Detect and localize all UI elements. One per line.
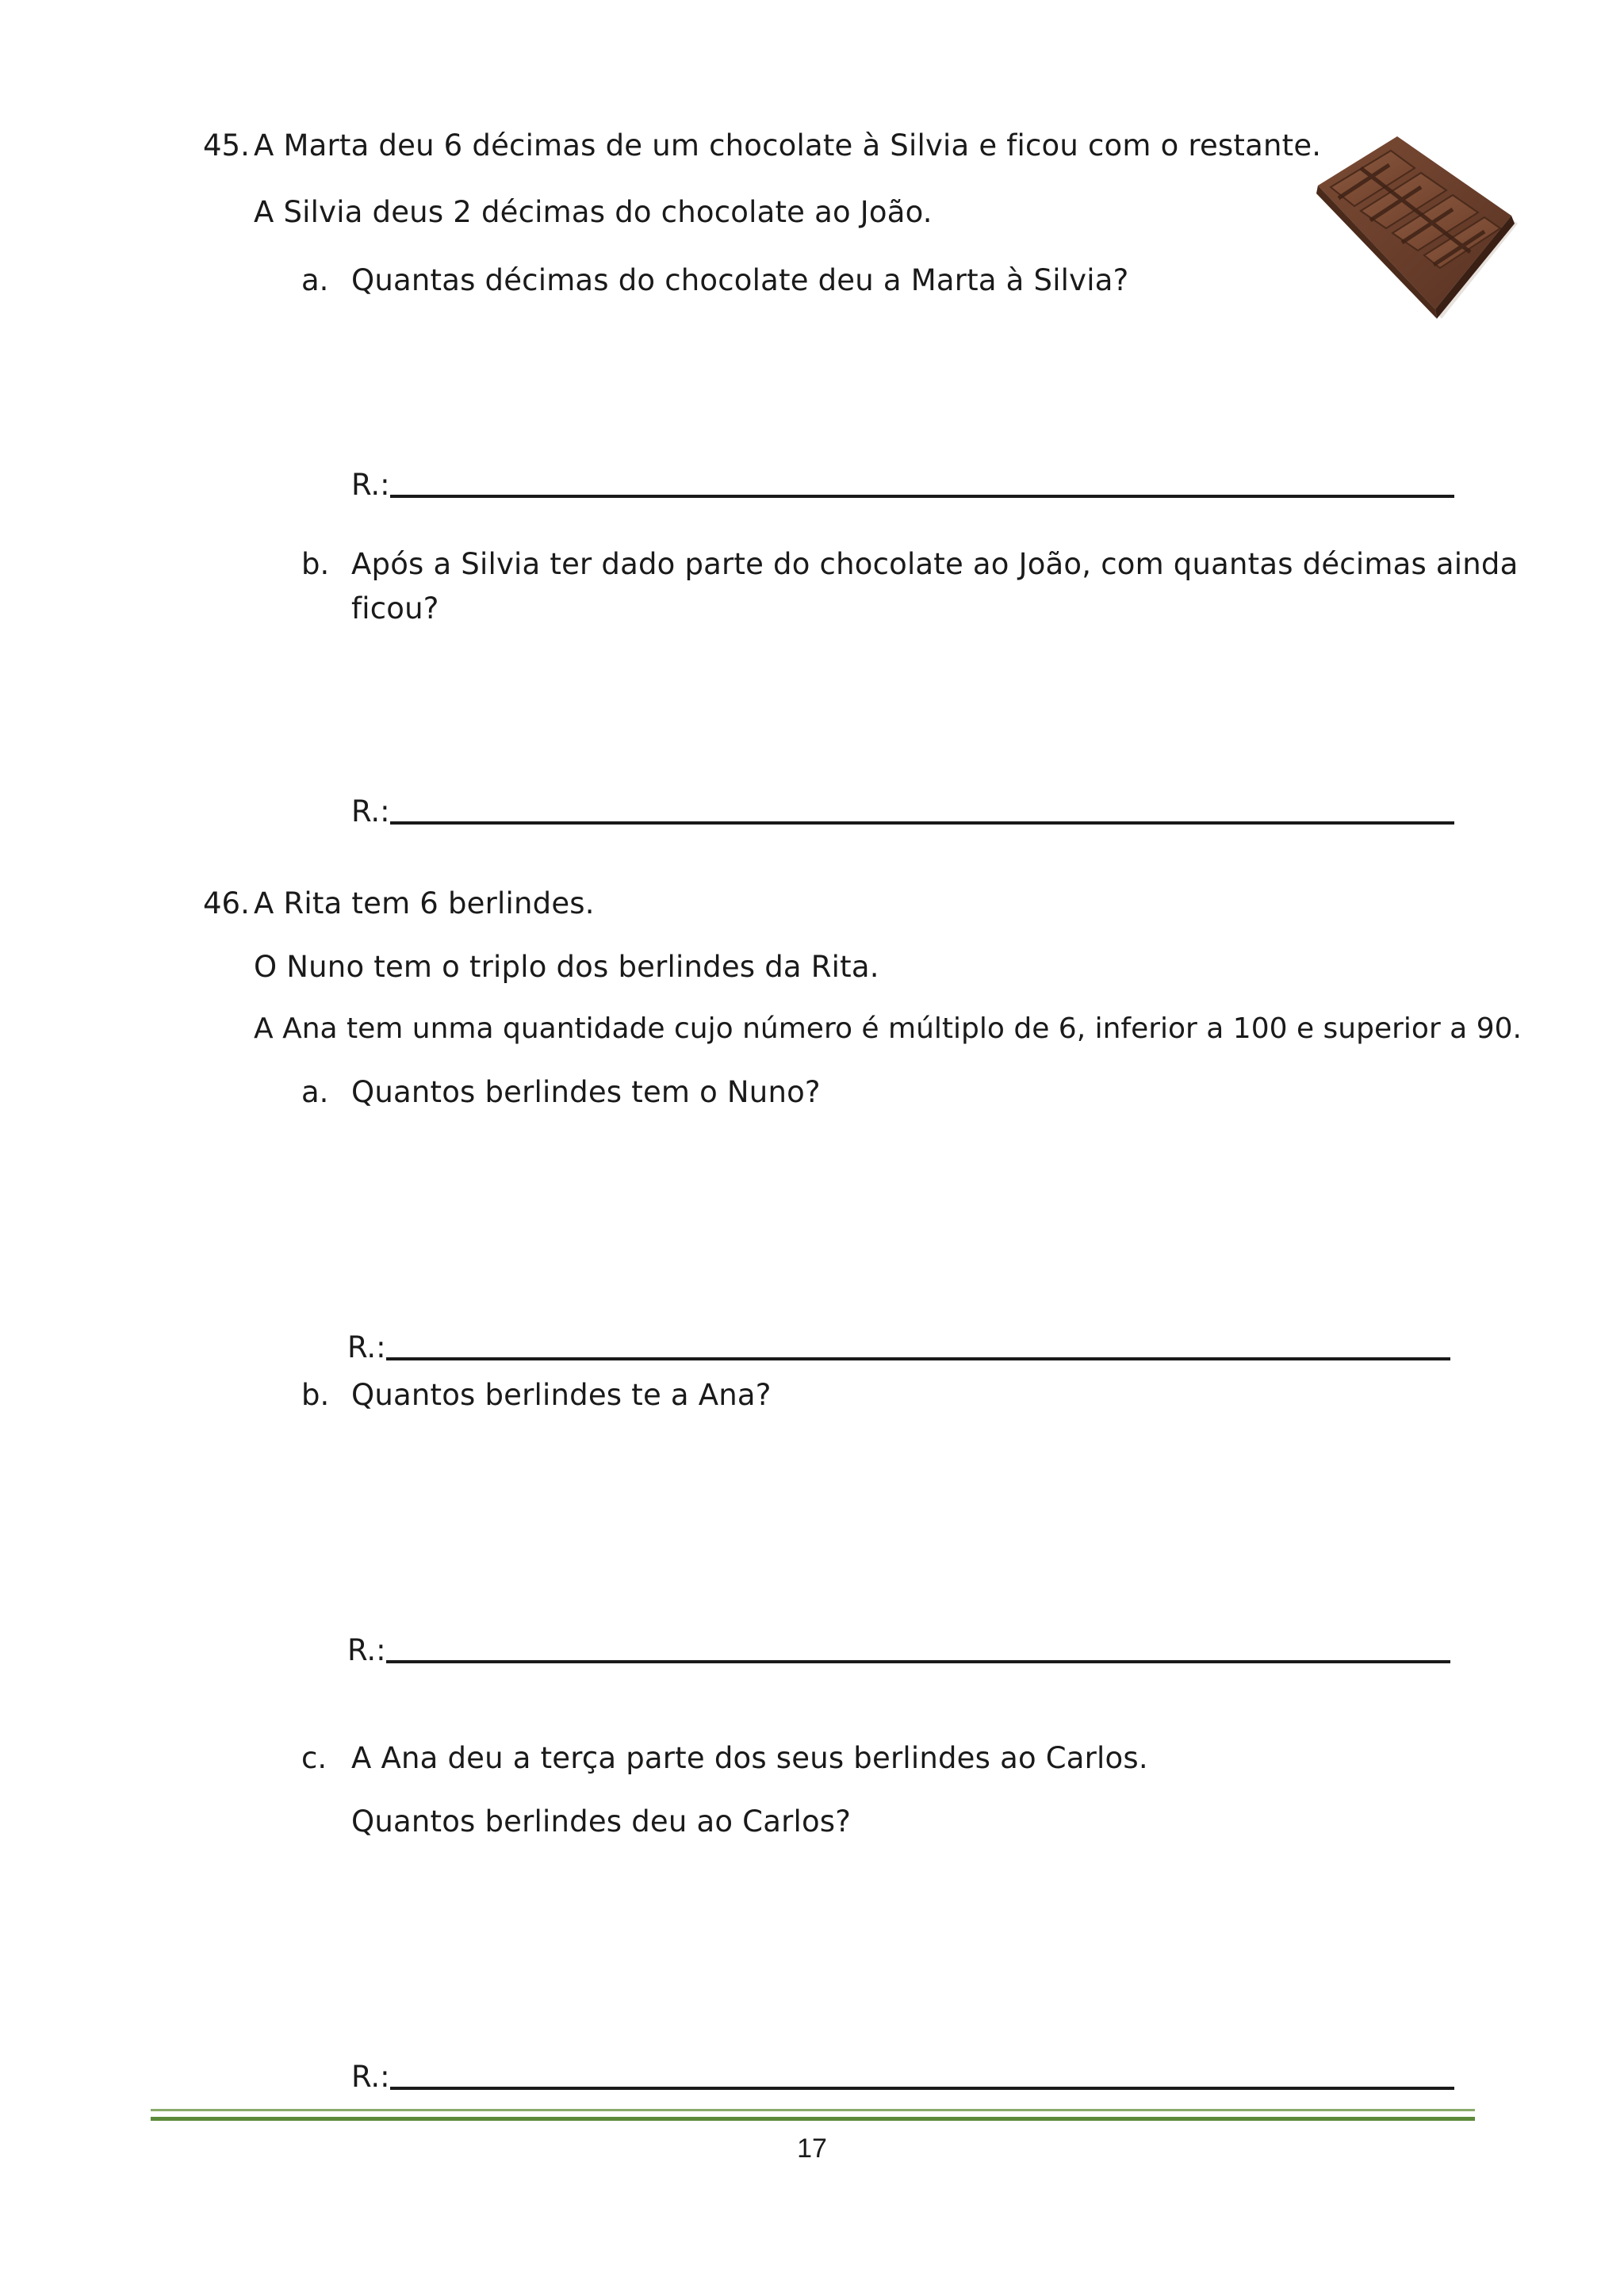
answer-45a-label: R.: [351, 468, 390, 502]
answer-46b-label: R.: [347, 1633, 386, 1667]
footer-divider-thin [151, 2109, 1475, 2111]
question-45b-text-1: Após a Silvia ter dado parte do chocolate ao João, com quantas décimas ainda [351, 547, 1519, 581]
question-46b-text: Quantos berlindes te a Ana? [351, 1378, 772, 1412]
question-46-line-2: O Nuno tem o triplo dos berlindes da Rita. [254, 950, 879, 984]
chocolate-bar-image [1307, 133, 1521, 323]
question-45a-letter: a. [301, 263, 329, 297]
answer-46c-line[interactable] [390, 2087, 1454, 2090]
question-46a-text: Quantos berlindes tem o Nuno? [351, 1075, 821, 1109]
question-number-46: 46. [203, 886, 250, 920]
question-46-line-3: A Ana tem unma quantidade cujo número é múltiplo de 6, inferior a 100 e superior a 90. [254, 1012, 1522, 1045]
answer-46a[interactable] [347, 1330, 1450, 1365]
answer-46b[interactable] [347, 1633, 1450, 1668]
answer-46c-label: R.: [351, 2060, 390, 2094]
footer-divider-thick [151, 2117, 1475, 2121]
answer-45a[interactable] [351, 468, 1454, 503]
answer-45b[interactable] [351, 794, 1454, 829]
question-45-line-1: A Marta deu 6 décimas de um chocolate à Silvia e ficou com o restante. [254, 128, 1322, 163]
answer-46c[interactable] [351, 2060, 1454, 2095]
page-number: 17 [797, 2133, 827, 2164]
question-46b-letter: b. [301, 1378, 330, 1412]
question-45-line-2: A Silvia deus 2 décimas do chocolate ao João. [254, 195, 933, 229]
answer-46b-line[interactable] [386, 1660, 1450, 1663]
question-number-45: 45. [203, 128, 250, 163]
question-46-line-1: A Rita tem 6 berlindes. [254, 886, 595, 920]
answer-45b-line[interactable] [390, 821, 1454, 825]
question-45b-text-2: ficou? [351, 591, 439, 626]
question-46c-letter: c. [301, 1741, 327, 1775]
question-46a-letter: a. [301, 1075, 329, 1109]
answer-46a-line[interactable] [386, 1357, 1450, 1360]
question-45b-letter: b. [301, 547, 330, 581]
answer-46a-label: R.: [347, 1330, 386, 1364]
answer-45a-line[interactable] [390, 495, 1454, 498]
answer-45b-label: R.: [351, 794, 390, 828]
question-46c-text-2: Quantos berlindes deu ao Carlos? [351, 1804, 852, 1839]
question-45a-text: Quantas décimas do chocolate deu a Marta à Silvia? [351, 263, 1129, 297]
question-46c-text-1: A Ana deu a terça parte dos seus berlindes ao Carlos. [351, 1741, 1148, 1775]
